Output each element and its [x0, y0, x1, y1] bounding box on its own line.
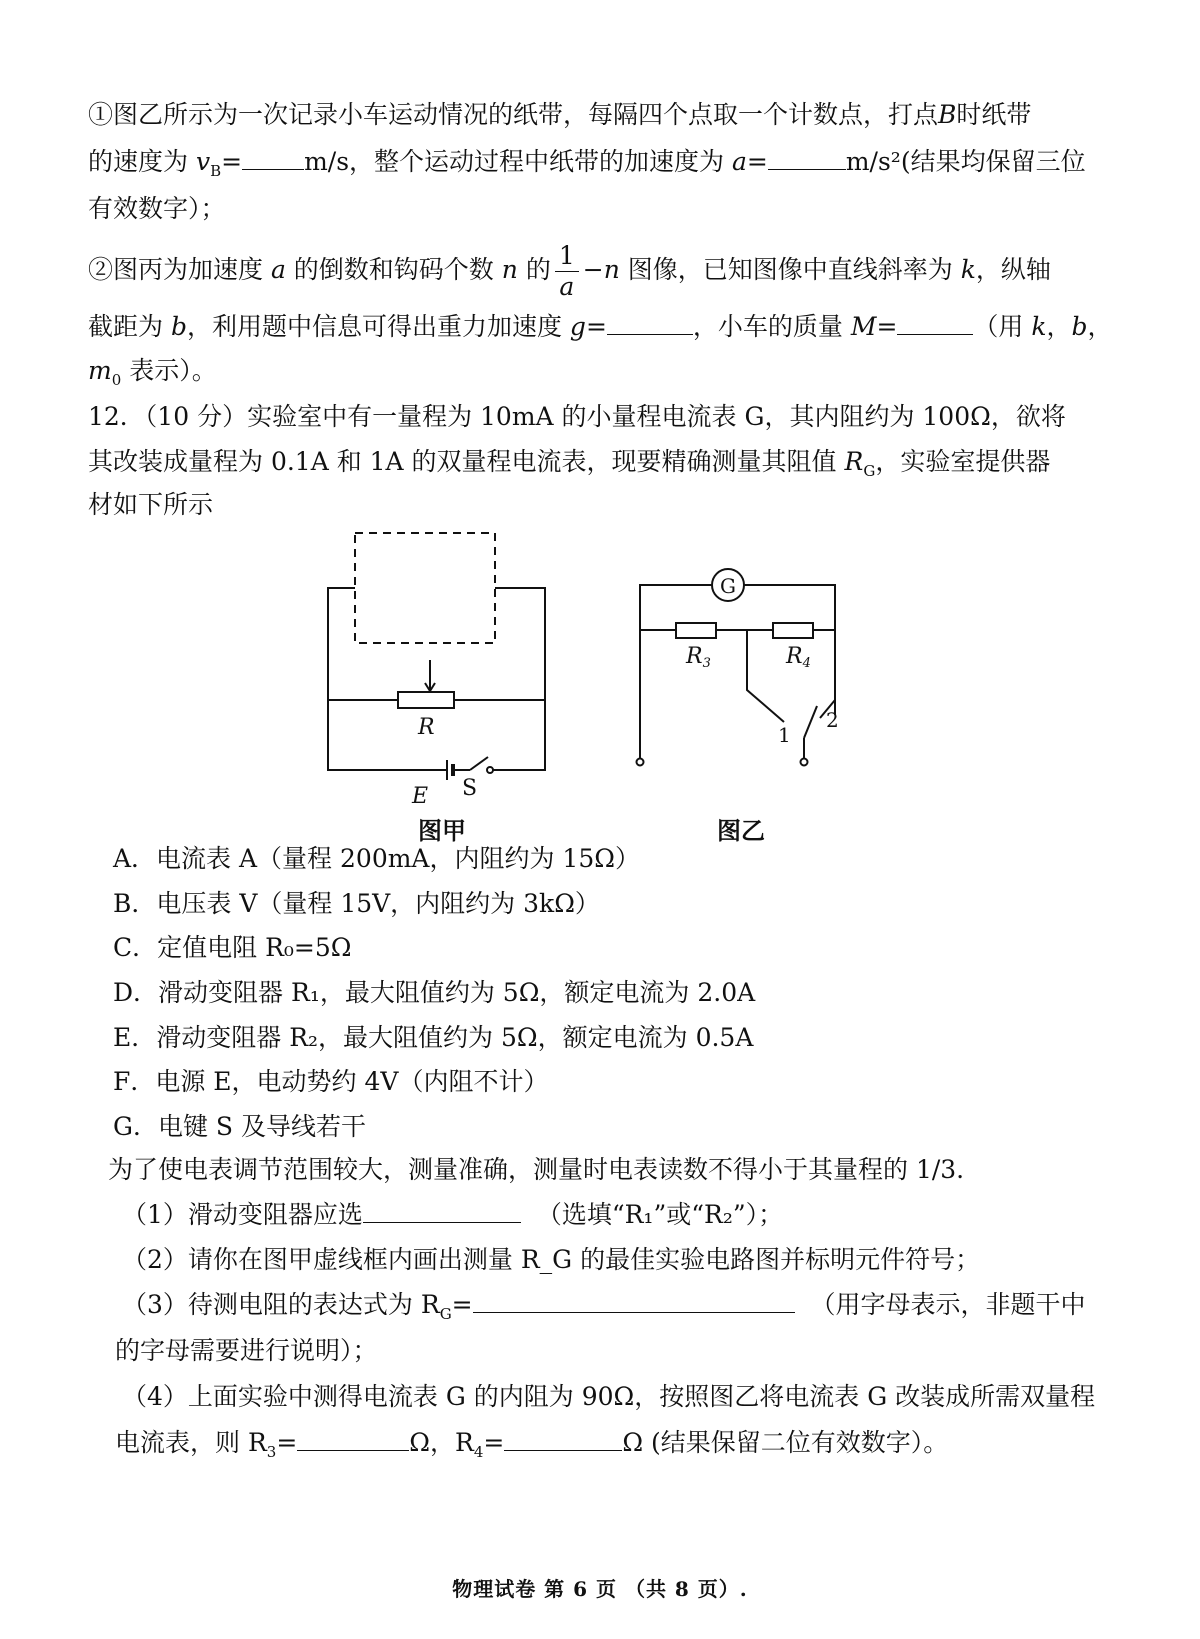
caption-figure-jia: 图甲 — [418, 816, 466, 845]
option-B: B．电压表 V（量程 15V，内阻约为 3kΩ） — [113, 889, 600, 918]
M-answer-blank[interactable] — [897, 312, 973, 335]
label-G: G — [720, 574, 736, 598]
RG-expression-blank[interactable] — [473, 1290, 795, 1313]
q11-line2: 的速度为 $v_B= m/s$，整个运动过程中纸带的加速度为 a= m/s²(结果均保留三位 — [88, 147, 1086, 180]
option-F: F．电源 E，电动势约 4V（内阻不计） — [113, 1067, 549, 1096]
subq-1: （1）滑动变阻器应选 （选填“R₁”或“R₂”）； — [122, 1200, 784, 1229]
label-1: 1 — [778, 723, 791, 747]
vb-answer-blank[interactable] — [242, 147, 304, 170]
galvanometer-G — [712, 569, 744, 601]
terminal-left — [637, 759, 644, 766]
jia-bottom-right-wire — [492, 700, 545, 770]
page-footer: 物理试卷 第 6 页 （共 8 页）. — [452, 1577, 748, 1601]
selector-switch-blade — [804, 706, 817, 738]
option-C: C．定值电阻 R₀=5Ω — [113, 933, 352, 962]
q11-line4: ②图丙为加速度 a 的倒数和钩码个数 n 的 $\frac{1}{a}$ −n 图像，已知图像中直线斜率为 k，纵轴 — [88, 241, 1051, 301]
q11-line3: 有效数字）； — [88, 194, 226, 223]
rheostat-R — [398, 692, 454, 708]
R3-answer-blank[interactable] — [297, 1428, 409, 1451]
resistor-R4 — [773, 623, 813, 638]
label-S: S — [462, 776, 478, 801]
switch-contact — [487, 767, 493, 773]
jia-right-wire — [495, 588, 545, 700]
subq-2: （2）请你在图甲虚线框内画出测量 R_G 的最佳实验电路图并标明元件符号； — [122, 1245, 981, 1274]
R4-answer-blank[interactable] — [504, 1428, 622, 1451]
yi-right-wire — [744, 585, 835, 715]
option-E: E．滑动变阻器 R₂，最大阻值约为 5Ω，额定电流为 0.5A — [113, 1023, 754, 1052]
q12-line3: 材如下所示 — [88, 490, 214, 519]
subq-4-cont: 电流表，则 $R_3= \Omega$，$R_4= \Omega$ (结果保留二位有效数字）。 — [115, 1428, 949, 1461]
yi-left-wire — [640, 585, 712, 705]
subq-4: （4）上面实验中测得电流表 G 的内阻为 90Ω，按照图乙将电流表 G 改装成所需双量程 — [122, 1382, 1096, 1411]
option-D: D．滑动变阻器 R₁，最大阻值约为 5Ω，额定电流为 2.0A — [113, 978, 756, 1007]
rheostat-choice-blank[interactable] — [363, 1200, 521, 1223]
terminal-right — [801, 759, 808, 766]
yi-contact2-wire — [820, 700, 835, 718]
a-answer-blank[interactable] — [768, 147, 846, 170]
requirement-text: 为了使电表调节范围较大，测量准确，测量时电表读数不得小于其量程的 1/3. — [108, 1155, 965, 1184]
label-E: E — [412, 784, 429, 809]
option-A: A．电流表 A（量程 200mA，内阻约为 15Ω） — [113, 844, 640, 873]
reciprocal-a-fraction: $\frac{1}{a}$ — [555, 241, 579, 302]
q11-line6: $m_0$ 表示）。 — [88, 356, 217, 389]
jia-left-wire — [328, 588, 447, 770]
label-R: R — [418, 715, 435, 740]
label-R3: R3 — [686, 644, 711, 671]
q12-line2: 其改装成量程为 0.1A 和 1A 的双量程电流表，现要精确测量其阻值 $R_G$，实验室提供器 — [88, 447, 1051, 480]
label-R4: R4 — [786, 644, 811, 671]
switch-S-blade — [470, 757, 488, 770]
q11-line1: ①图乙所示为一次记录小车运动情况的纸带，每隔四个点取一个计数点，打点B时纸带 — [88, 100, 1032, 129]
slider-arrow — [425, 683, 435, 691]
resistor-R3 — [676, 623, 716, 638]
q12-line1: 12．（10 分）实验室中有一量程为 10mA 的小量程电流表 G，其内阻约为 100Ω，欲将 — [88, 402, 1066, 431]
q11-line5: 截距为 b，利用题中信息可得出重力加速度 g= ，小车的质量 M= （用 k，b， — [88, 312, 1113, 341]
subq-3-cont: 的字母需要进行说明）； — [115, 1336, 378, 1365]
caption-figure-yi: 图乙 — [717, 816, 765, 845]
yi-contact1-wire — [747, 630, 784, 722]
option-G: G．电键 S 及导线若干 — [113, 1112, 366, 1141]
g-answer-blank[interactable] — [607, 312, 693, 335]
dashed-box — [355, 533, 495, 643]
label-2: 2 — [826, 708, 839, 732]
subq-3: （3）待测电阻的表达式为 $R_G=$ （用字母表示，非题干中 — [122, 1290, 1086, 1323]
